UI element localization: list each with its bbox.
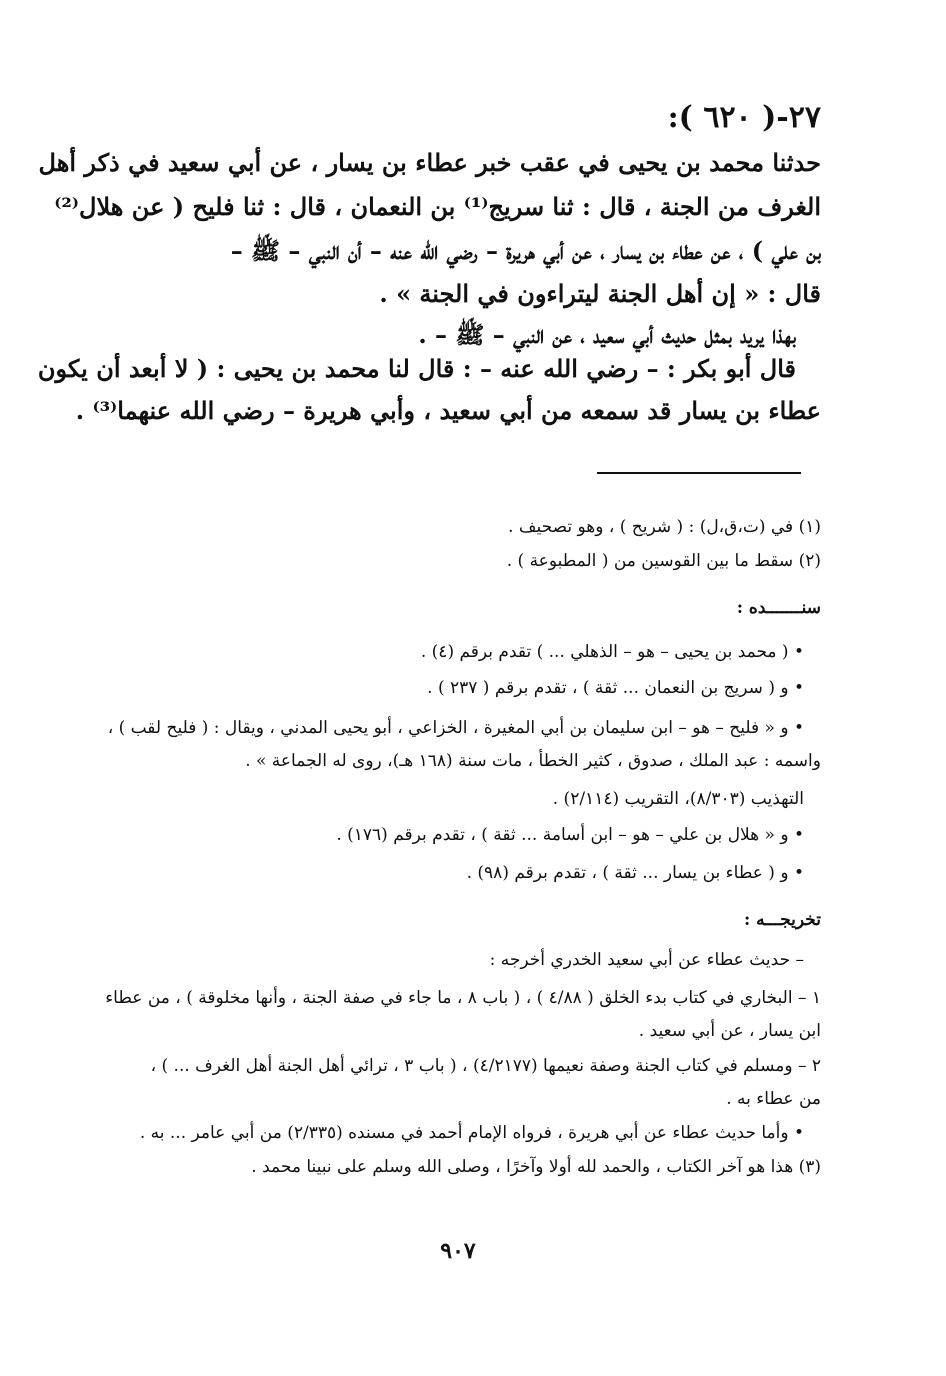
body-line: الغرف من الجنة ، قال : ثنا سريج⁽¹⁾ بن النعمان ، قال : ثنا فليح ( عن هلال⁽²⁾ [54, 192, 821, 221]
hadith-number-heading: ٢٧-( ٦٢٠ ): [667, 100, 821, 135]
body-line: قال أبو بكر : – رضي الله عنه – : قال لنا محمد بن يحيى : ( لا أبعد أن يكون [37, 354, 796, 383]
takhrij-line: ١ – البخاري في كتاب بدء الخلق ( ٤/٨٨ ) ، ( باب ٨ ، ما جاء في صفة الجنة ، وأنها مخلوقة ) ، من عطاء [105, 988, 821, 1008]
takhrij-line: • وأما حديث عطاء عن أبي هريرة ، فرواه الإمام أحمد في مسنده (٢/٣٣٥) من أبي عامر ... به . [139, 1123, 804, 1143]
footnote: (١) في (ت،ق،ل) : ( شريح ) ، وهو تصحيف . [508, 517, 821, 537]
takhrij-line: ٢ – ومسلم في كتاب الجنة وصفة نعيمها (٤/٢١٧٧) ، ( باب ٣ ، ترائي أهل الجنة أهل الغرف ... ) ، [150, 1056, 821, 1076]
footnote: (٣) هذا هو آخر الكتاب ، والحمد لله أولا وآخرًا ، وصلى الله وسلم على نبينا محمد . [251, 1157, 821, 1177]
body-line: عطاء بن يسار قد سمعه من أبي سعيد ، وأبي هريرة – رضي الله عنهما⁽³⁾ . [75, 396, 821, 425]
takhrij-line: – حديث عطاء عن أبي سعيد الخدري أخرجه : [489, 950, 804, 970]
body-line: بهذا يريد بمثل حديث أبي سعيد ، عن النبي – ﷺ – . [418, 320, 796, 349]
sanad-line: • و « هلال بن علي – هو – ابن أسامة ... ثقة ) ، تقدم برقم (١٧٦) . [336, 825, 804, 845]
body-line: بن علي ) ، عن عطاء بن يسار ، عن أبي هريرة – رضي الله عنه – أن النبي – ﷺ – [230, 236, 821, 265]
sanad-line: • ( محمد بن يحيى – هو – الذهلي ... ) تقدم برقم (٤) . [420, 642, 804, 662]
footnote-separator [597, 472, 801, 474]
page-number: ٩٠٧ [440, 1238, 476, 1264]
sanad-line: • و ( عطاء بن يسار ... ثقة ) ، تقدم برقم (٩٨) . [466, 863, 804, 883]
sanad-line: • و « فليح – هو – ابن سليمان بن أبي المغيرة ، الخزاعي ، أبو يحيى المدني ، ويقال : ( فليح لقب ) ، [107, 718, 804, 738]
footnote: (٢) سقط ما بين القوسين من ( المطبوعة ) . [506, 551, 821, 571]
sanad-line: التهذيب (٨/٣٠٣)، التقريب (٢/١١٤) . [552, 789, 804, 809]
takhrij-line: ابن يسار ، عن أبي سعيد . [638, 1021, 821, 1041]
sanad-line: واسمه : عبد الملك ، صدوق ، كثير الخطأ ، مات سنة (١٦٨ هـ)، روى له الجماعة » . [245, 751, 821, 771]
takhrij-heading: تخريجـــه : [743, 910, 821, 930]
body-line: حدثنا محمد بن يحيى في عقب خبر عطاء بن يسار ، عن أبي سعيد في ذكر أهل [38, 148, 821, 177]
takhrij-line: من عطاء به . [726, 1089, 821, 1109]
body-line: قال : « إن أهل الجنة ليتراءون في الجنة » . [379, 279, 821, 308]
sanad-line: • و ( سريج بن النعمان ... ثقة ) ، تقدم برقم ( ٢٣٧ ) . [427, 678, 804, 698]
sanad-heading: سنـــــــده : [736, 598, 821, 618]
